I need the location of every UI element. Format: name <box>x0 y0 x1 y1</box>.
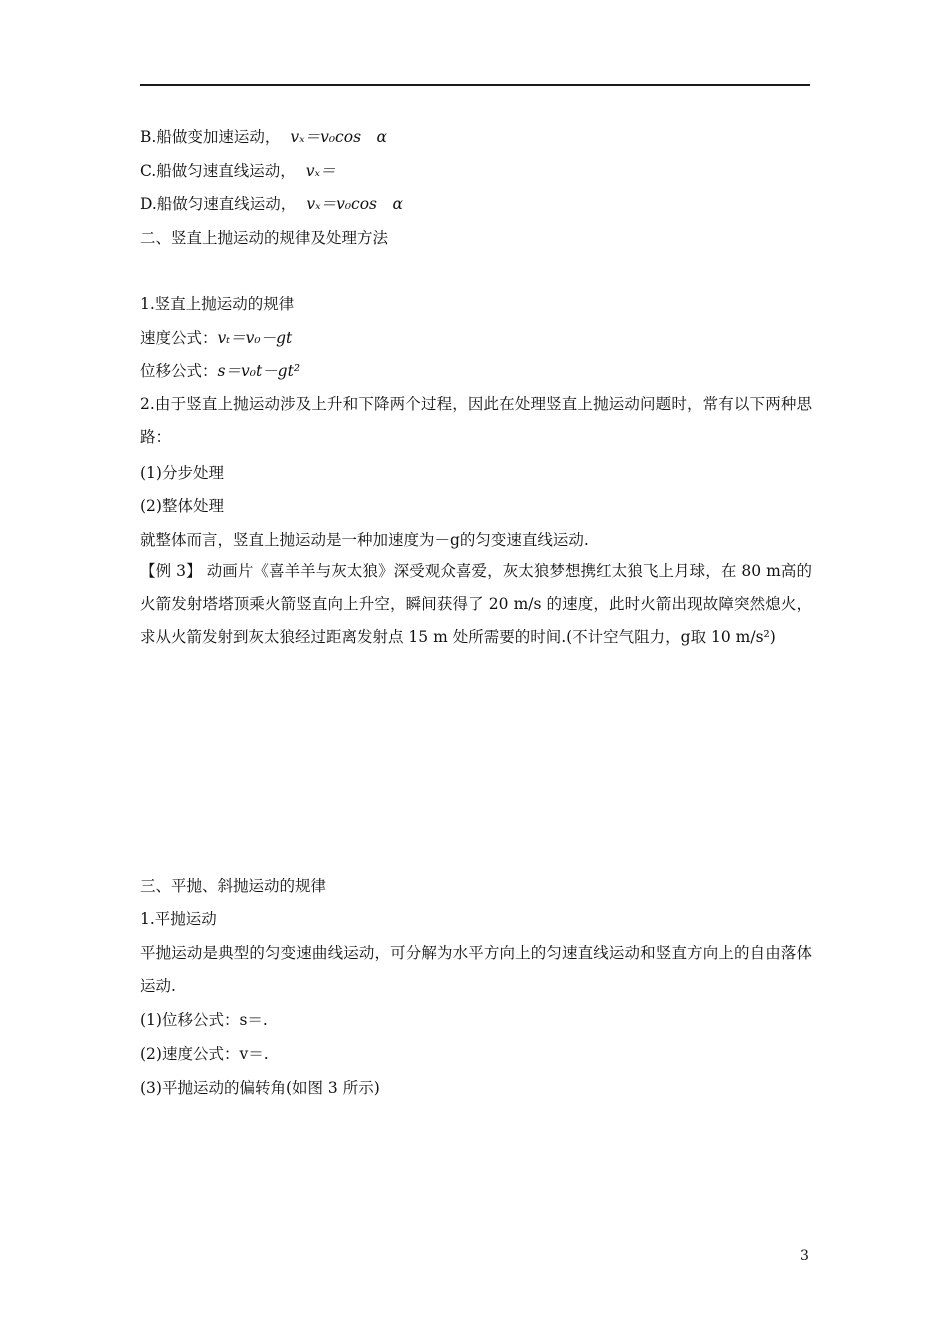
overall-statement: 就整体而言，竖直上抛运动是一种加速度为－g的匀变速直线运动. <box>140 531 589 549</box>
rule-heading: 1.竖直上抛运动的规律 <box>140 295 295 313</box>
option-d: D.船做匀速直线运动， vₓ＝v₀cos α <box>140 195 403 213</box>
displacement-formula: 位移公式：s＝v₀t－gt² <box>140 362 301 380</box>
formula-3: (3)平抛运动的偏转角(如图 3 所示) <box>140 1079 380 1097</box>
section-3-heading: 三、平抛、斜抛运动的规律 <box>140 877 327 895</box>
option-b: B.船做变加速运动， vₓ＝v₀cos α <box>140 128 387 146</box>
formula-2: (2)速度公式：v＝. <box>140 1045 269 1063</box>
projectile-description: 平抛运动是典型的匀变速曲线运动，可分解为水平方向上的匀速直线运动和竖直方向上的自由落体运动. <box>140 944 812 995</box>
speed-formula: 速度公式：vₜ＝v₀－gt <box>140 329 293 347</box>
page-number: 3 <box>800 1248 809 1264</box>
header-rule <box>140 84 810 86</box>
method-1: (1)分步处理 <box>140 464 224 482</box>
example-3: 【例 3】 动画片《喜羊羊与灰太狼》深受观众喜爱，灰太狼梦想携红太狼飞上月球，在 80 m高的火箭发射塔塔顶乘火箭竖直向上升空，瞬间获得了 20 m/s 的速度，此时火箭出现故障突然熄火，求从火箭发射到灰太狼经过距离发射点 15 m 处所需要的时间.(不计空气阻力，g取 10 m/s²) <box>140 562 812 646</box>
option-c: C.船做匀速直线运动， vₓ＝ <box>140 162 336 180</box>
section-2-heading: 二、竖直上抛运动的规律及处理方法 <box>140 229 389 247</box>
method-paragraph: 2.由于竖直上抛运动涉及上升和下降两个过程，因此在处理竖直上抛运动问题时，常有以下两种思路： <box>140 395 812 446</box>
projectile-heading: 1.平抛运动 <box>140 910 217 928</box>
formula-1: (1)位移公式：s＝. <box>140 1011 268 1029</box>
method-2: (2)整体处理 <box>140 497 224 515</box>
